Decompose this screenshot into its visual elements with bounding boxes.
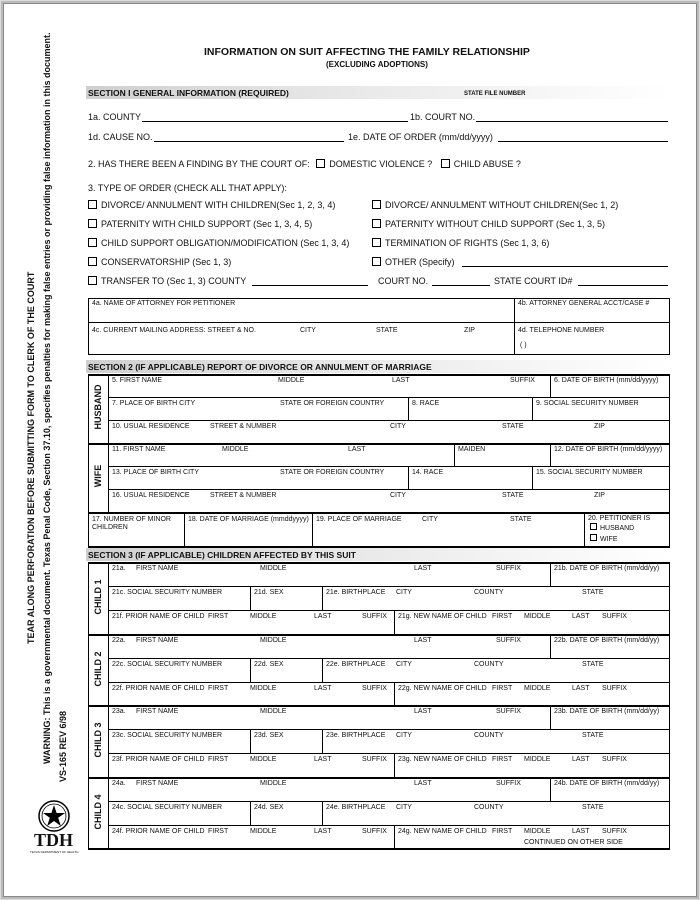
child-prior-suffix: SUFFIX xyxy=(362,684,387,692)
h-pob-state-label: STATE OR FOREIGN COUNTRY xyxy=(280,400,385,407)
child-state-label: STATE xyxy=(582,660,604,668)
rule xyxy=(184,512,185,546)
child-first-num: 24a. xyxy=(112,779,126,787)
w-last-label: LAST xyxy=(348,446,366,453)
husband-label: HUSBAND xyxy=(93,384,103,430)
child-1-label: CHILD 1 xyxy=(93,579,103,615)
petitioner-husband[interactable] xyxy=(590,523,634,533)
h-city-label: CITY xyxy=(390,423,406,430)
child-prior-last: LAST xyxy=(314,684,332,692)
ag-case-label: 4b. ATTORNEY GENERAL ACCT/CASE # xyxy=(518,300,650,307)
rule xyxy=(669,562,670,634)
rule xyxy=(394,825,395,849)
child-prior-middle: MIDDLE xyxy=(250,613,277,620)
child-suffix-label: SUFFIX xyxy=(496,779,521,787)
child-county-label: COUNTY xyxy=(474,589,504,596)
child-new-last: LAST xyxy=(572,827,590,835)
opt-paternity-with[interactable] xyxy=(88,219,312,229)
rule xyxy=(550,443,551,466)
mailing-zip-label: ZIP xyxy=(464,327,475,334)
h-state-label: STATE xyxy=(502,423,524,430)
rule xyxy=(88,374,89,546)
rule xyxy=(669,634,670,706)
checkbox-icon[interactable] xyxy=(372,200,381,209)
child-last-label: LAST xyxy=(414,708,432,715)
child-prior-suffix: SUFFIX xyxy=(362,756,387,763)
w-city-label: CITY xyxy=(390,492,406,499)
child-new-first: FIRST xyxy=(492,756,513,763)
child-last-label: LAST xyxy=(414,565,432,572)
warning-label: WARNING: xyxy=(42,717,52,764)
marriage-city-label: CITY xyxy=(422,516,438,523)
child-ssn-label: 21c. SOCIAL SECURITY NUMBER xyxy=(112,589,223,596)
rule xyxy=(550,634,551,658)
rule xyxy=(394,753,395,777)
checkbox-icon[interactable] xyxy=(590,534,597,541)
checkbox-icon[interactable] xyxy=(88,200,97,209)
child-city-label: CITY xyxy=(396,803,412,811)
rule xyxy=(88,298,89,354)
child-4-label: CHILD 4 xyxy=(93,794,103,830)
child-first-label: FIRST NAME xyxy=(136,779,179,787)
child-prior-first: FIRST xyxy=(208,827,229,835)
w-ssn-label: 15. SOCIAL SECURITY NUMBER xyxy=(536,469,643,476)
rule xyxy=(88,777,670,779)
child-new-first: FIRST xyxy=(492,684,513,692)
child-ssn-label: 24c. SOCIAL SECURITY NUMBER xyxy=(112,803,223,811)
child-last-label: LAST xyxy=(414,636,432,644)
rule xyxy=(88,322,670,323)
h-first-label: 5. FIRST NAME xyxy=(112,377,163,384)
opt-conservatorship[interactable] xyxy=(88,257,231,267)
child-ssn-label: 22c. SOCIAL SECURITY NUMBER xyxy=(112,660,223,668)
petitioner-label: 20. PETITIONER IS xyxy=(588,515,651,522)
child-new-last: LAST xyxy=(572,684,590,692)
checkbox-icon[interactable] xyxy=(372,257,381,266)
rule xyxy=(88,705,670,707)
petitioner-wife-label: WIFE xyxy=(600,536,618,543)
state-file-number: STATE FILE NUMBER xyxy=(464,91,526,97)
rule xyxy=(454,443,455,466)
child-middle-label: MIDDLE xyxy=(260,565,287,572)
rule xyxy=(408,466,409,489)
child-prior-first: FIRST xyxy=(208,613,229,620)
child-new-middle: MIDDLE xyxy=(524,684,551,692)
child-first-label: FIRST NAME xyxy=(136,708,179,715)
rule xyxy=(88,443,670,445)
h-dob-label: 6. DATE OF BIRTH (mm/dd/yyyy) xyxy=(554,377,659,384)
rule xyxy=(108,466,670,467)
rule xyxy=(250,729,251,753)
opt-divorce-without-label: DIVORCE/ ANNULMENT WITHOUT CHILDREN(Sec 1, 2) xyxy=(385,200,619,210)
cause-no-field[interactable] xyxy=(154,141,344,142)
child-prior-label: 22f. PRIOR NAME OF CHILD xyxy=(112,684,205,692)
county-label: 1a. COUNTY xyxy=(88,112,142,122)
warning-text xyxy=(42,32,52,764)
state-court-field[interactable] xyxy=(578,285,668,286)
checkbox-icon[interactable] xyxy=(590,523,597,530)
child-new-middle: MIDDLE xyxy=(524,827,551,835)
opt-other[interactable] xyxy=(372,257,455,267)
section1-header: SECTION I GENERAL INFORMATION (REQUIRED) xyxy=(88,88,289,98)
rule xyxy=(550,374,551,397)
tdh-text: TDH xyxy=(34,830,74,850)
rule xyxy=(250,801,251,825)
opt-transfer[interactable] xyxy=(88,276,246,286)
child-prior-last: LAST xyxy=(314,827,332,835)
rule xyxy=(250,586,251,610)
rule xyxy=(108,825,670,826)
petitioner-husband-label: HUSBAND xyxy=(600,525,635,532)
form-id xyxy=(58,711,68,782)
w-maiden-label: MAIDEN xyxy=(458,446,486,453)
continued-note: CONTINUED ON OTHER SIDE xyxy=(524,839,623,846)
child-prior-suffix: SUFFIX xyxy=(362,613,387,620)
rule xyxy=(394,610,395,634)
rule xyxy=(322,729,323,753)
child-ssn-label: 23c. SOCIAL SECURITY NUMBER xyxy=(112,732,223,739)
h-race-label: 8. RACE xyxy=(412,400,440,407)
child-new-first: FIRST xyxy=(492,613,513,620)
child-suffix-label: SUFFIX xyxy=(496,708,521,715)
opt-termination[interactable] xyxy=(372,238,549,248)
w-race-label: 14. RACE xyxy=(412,469,444,476)
w-dob-label: 12. DATE OF BIRTH (mm/dd/yyyy) xyxy=(554,446,663,453)
rule xyxy=(394,682,395,706)
child-first-num: 21a. xyxy=(112,565,126,572)
telephone-label: 4d. TELEPHONE NUMBER xyxy=(518,327,605,334)
rule xyxy=(108,397,670,398)
court-no-label: 1b. COURT NO. xyxy=(410,112,476,122)
child-birthplace-label: 22e. BIRTHPLACE xyxy=(326,660,386,668)
rule xyxy=(108,420,670,421)
child-middle-label: MIDDLE xyxy=(260,636,287,644)
rule xyxy=(312,512,313,546)
mailing-state-label: STATE xyxy=(376,327,398,334)
child-3-label: CHILD 3 xyxy=(93,722,103,758)
rule xyxy=(322,801,323,825)
rule xyxy=(669,777,670,849)
child-new-suffix: SUFFIX xyxy=(602,827,627,835)
rule xyxy=(108,777,109,849)
telephone-area[interactable]: ( ) xyxy=(520,342,527,349)
opt-child-support-label: CHILD SUPPORT OBLIGATION/MODIFICATION (Sec 1, 3, 4) xyxy=(101,238,350,248)
rule xyxy=(108,705,109,777)
child-prior-suffix: SUFFIX xyxy=(362,827,387,835)
opt-divorce-with[interactable] xyxy=(88,200,335,210)
tdh-logo xyxy=(36,798,72,834)
h-zip-label: ZIP xyxy=(594,423,605,430)
child-county-label: COUNTY xyxy=(474,803,504,811)
h-ssn-label: 9. SOCIAL SECURITY NUMBER xyxy=(536,400,639,407)
rule xyxy=(108,729,670,730)
rule xyxy=(108,753,670,754)
child-sex-label: 24d. SEX xyxy=(254,803,284,811)
form-id-text: VS-165 REV 6/98 xyxy=(58,710,68,782)
child-dob-label: 23b. DATE OF BIRTH (mm/dd/yy) xyxy=(554,708,660,715)
rule xyxy=(669,298,670,354)
child-prior-label: 23f. PRIOR NAME OF CHILD xyxy=(112,756,205,763)
rule xyxy=(88,705,89,777)
child-prior-middle: MIDDLE xyxy=(250,756,277,763)
domestic-violence-checkbox[interactable] xyxy=(316,159,325,168)
child-first-num: 22a. xyxy=(112,636,126,644)
child-dob-label: 21b. DATE OF BIRTH (mm/dd/yy) xyxy=(554,565,660,572)
child-dob-label: 24b. DATE OF BIRTH (mm/dd/yy) xyxy=(554,779,660,787)
rule xyxy=(88,354,670,355)
rule xyxy=(108,374,109,512)
opt-child-support[interactable] xyxy=(88,238,349,248)
rule xyxy=(88,634,670,636)
child-abuse-checkbox[interactable] xyxy=(441,159,450,168)
rule xyxy=(108,610,670,611)
child-birthplace-label: 23e. BIRTHPLACE xyxy=(326,732,386,739)
checkbox-icon[interactable] xyxy=(372,219,381,228)
child-last-label: LAST xyxy=(414,779,432,787)
rule xyxy=(88,298,670,299)
w-zip-label: ZIP xyxy=(594,492,605,499)
rule xyxy=(88,562,89,634)
child-prior-last: LAST xyxy=(314,756,332,763)
child-first-num: 23a. xyxy=(112,708,126,715)
child-abuse-label: CHILD ABUSE ? xyxy=(453,159,521,169)
marriage-state-label: STATE xyxy=(510,516,532,523)
rule xyxy=(108,489,670,490)
section3-header: SECTION 3 (IF APPLICABLE) CHILDREN AFFECTED BY THIS SUIT xyxy=(88,550,356,560)
child-first-label: FIRST NAME xyxy=(136,565,179,572)
h-pob-label: 7. PLACE OF BIRTH CITY xyxy=(112,400,196,407)
child-new-label: 22g. NEW NAME OF CHILD xyxy=(398,684,487,692)
attorney-name-label: 4a. NAME OF ATTORNEY FOR PETITIONER xyxy=(92,300,236,307)
h-middle-label: MIDDLE xyxy=(278,377,305,384)
h-last-label: LAST xyxy=(392,377,410,384)
child-new-middle: MIDDLE xyxy=(524,613,551,620)
star-seal-icon xyxy=(36,798,72,834)
child-birthplace-label: 21e. BIRTHPLACE xyxy=(326,589,386,596)
child-sex-label: 23d. SEX xyxy=(254,732,284,739)
rule xyxy=(550,705,551,729)
child-new-label: 24g. NEW NAME OF CHILD xyxy=(398,827,487,835)
child-state-label: STATE xyxy=(582,732,604,739)
rule xyxy=(669,374,670,546)
transfer-county-field[interactable] xyxy=(252,285,368,286)
child-city-label: CITY xyxy=(396,589,412,596)
child-2-label: CHILD 2 xyxy=(93,651,103,687)
rule xyxy=(108,801,670,802)
opt-divorce-with-label: DIVORCE/ ANNULMENT WITH CHILDREN(Sec 1, 2, 3, 4) xyxy=(101,200,336,210)
child-prior-last: LAST xyxy=(314,613,332,620)
tear-instruction xyxy=(26,272,36,644)
opt-other-label: OTHER (Specify) xyxy=(385,257,455,267)
child-new-suffix: SUFFIX xyxy=(602,613,627,620)
child-first-label: FIRST NAME xyxy=(136,636,179,644)
h-residence-label: 10. USUAL RESIDENCE xyxy=(112,423,190,430)
rule xyxy=(88,374,670,376)
child-middle-label: MIDDLE xyxy=(260,708,287,715)
finding-question xyxy=(88,159,521,169)
mailing-city-label: CITY xyxy=(300,327,316,334)
opt-transfer-label: TRANSFER TO (Sec 1, 3) COUNTY xyxy=(101,276,247,286)
rule xyxy=(108,658,670,659)
child-sex-label: 22d. SEX xyxy=(254,660,284,668)
child-new-middle: MIDDLE xyxy=(524,756,551,763)
petitioner-wife[interactable] xyxy=(590,534,618,544)
h-street-label: STREET & NUMBER xyxy=(210,423,277,430)
transfer-court-field[interactable] xyxy=(432,285,490,286)
rule xyxy=(408,397,409,420)
child-state-label: STATE xyxy=(582,589,604,596)
child-new-last: LAST xyxy=(572,613,590,620)
form-page xyxy=(3,3,697,897)
date-order-label: 1e. DATE OF ORDER (mm/dd/yyyy) xyxy=(348,132,493,142)
child-sex-label: 21d. SEX xyxy=(254,589,284,596)
child-new-suffix: SUFFIX xyxy=(602,684,627,692)
date-order-field[interactable] xyxy=(498,141,668,142)
child-prior-label: 21f. PRIOR NAME OF CHILD xyxy=(112,613,205,620)
child-new-last: LAST xyxy=(572,756,590,763)
child-new-label: 23g. NEW NAME OF CHILD xyxy=(398,756,487,763)
rule xyxy=(550,562,551,586)
rule xyxy=(250,658,251,682)
mailing-address-label: 4c. CURRENT MAILING ADDRESS: STREET & NO. xyxy=(92,327,256,334)
child-suffix-label: SUFFIX xyxy=(496,636,521,644)
tear-text: TEAR ALONG PERFORATION BEFORE SUBMITTING FORM TO CLERK OF THE COURT xyxy=(26,271,36,644)
warning-body: This is a governmental document. Texas Penal Code, Section 37.10, specifies penalties for making false entries or providing false information in this document. xyxy=(42,32,52,718)
checkbox-icon[interactable] xyxy=(88,238,97,247)
w-pob-label: 13. PLACE OF BIRTH CITY xyxy=(112,469,200,476)
rule xyxy=(322,586,323,610)
marriage-date-label: 18. DATE OF MARRIAGE (mmddyyyy) xyxy=(188,516,309,523)
child-city-label: CITY xyxy=(396,732,412,739)
opt-divorce-without[interactable] xyxy=(372,200,618,210)
other-specify-field[interactable] xyxy=(462,266,668,267)
rule xyxy=(108,682,670,683)
child-prior-first: FIRST xyxy=(208,756,229,763)
checkbox-icon[interactable] xyxy=(88,257,97,266)
w-first-label: 11. FIRST NAME xyxy=(112,446,166,453)
child-prior-middle: MIDDLE xyxy=(250,684,277,692)
w-street-label: STREET & NUMBER xyxy=(210,492,277,499)
opt-termination-label: TERMINATION OF RIGHTS (Sec 1, 3, 6) xyxy=(385,238,550,248)
child-state-label: STATE xyxy=(582,803,604,811)
w-pob-state-label: STATE OR FOREIGN COUNTRY xyxy=(280,469,385,476)
rule xyxy=(88,634,89,706)
child-middle-label: MIDDLE xyxy=(260,779,287,787)
rule xyxy=(108,586,670,587)
child-birthplace-label: 24e. BIRTHPLACE xyxy=(326,803,386,811)
child-dob-label: 22b. DATE OF BIRTH (mm/dd/yy) xyxy=(554,636,660,644)
h-suffix-label: SUFFIX xyxy=(510,377,535,384)
rule xyxy=(532,466,533,489)
domestic-violence-label: DOMESTIC VIOLENCE ? xyxy=(329,159,433,169)
rule xyxy=(584,512,585,546)
rule xyxy=(514,298,515,354)
w-middle-label: MIDDLE xyxy=(222,446,249,453)
child-new-suffix: SUFFIX xyxy=(602,756,627,763)
child-new-label: 21g. NEW NAME OF CHILD xyxy=(398,613,487,620)
w-state-label: STATE xyxy=(502,492,524,499)
rule xyxy=(108,634,109,706)
checkbox-icon[interactable] xyxy=(88,219,97,228)
child-prior-first: FIRST xyxy=(208,684,229,692)
rule xyxy=(88,562,670,564)
child-city-label: CITY xyxy=(396,660,412,668)
opt-paternity-without[interactable] xyxy=(372,219,605,229)
opt-paternity-without-label: PATERNITY WITHOUT CHILD SUPPORT (Sec 1, 3, 5) xyxy=(385,219,606,229)
tdh-subtext: TEXAS DEPARTMENT OF HEALTH xyxy=(30,850,79,854)
cause-no-label: 1d. CAUSE NO. xyxy=(88,132,153,142)
rule xyxy=(88,848,670,850)
county-field[interactable] xyxy=(142,121,408,122)
rule xyxy=(108,562,109,634)
court-no-field[interactable] xyxy=(476,121,668,122)
child-prior-middle: MIDDLE xyxy=(250,827,277,835)
form-title: INFORMATION ON SUIT AFFECTING THE FAMILY RELATIONSHIP xyxy=(204,46,530,58)
checkbox-icon[interactable] xyxy=(88,276,97,285)
rule xyxy=(550,777,551,801)
minor-children-label: 17. NUMBER OF MINOR CHILDREN xyxy=(92,516,171,531)
child-prior-label: 24f. PRIOR NAME OF CHILD xyxy=(112,827,205,835)
type-order-question: 3. TYPE OF ORDER (CHECK ALL THAT APPLY): xyxy=(88,183,287,193)
child-new-first: FIRST xyxy=(492,827,513,835)
w-residence-label: 16. USUAL RESIDENCE xyxy=(112,492,190,499)
rule xyxy=(669,705,670,777)
section2-header: SECTION 2 (IF APPLICABLE) REPORT OF DIVORCE OR ANNULMENT OF MARRIAGE xyxy=(88,362,432,372)
rule xyxy=(88,777,89,849)
wife-label: WIFE xyxy=(93,464,103,488)
child-suffix-label: SUFFIX xyxy=(496,565,521,572)
checkbox-icon[interactable] xyxy=(372,238,381,247)
rule xyxy=(88,512,670,514)
state-court-label: STATE COURT ID# xyxy=(494,276,573,286)
form-subtitle: (EXCLUDING ADOPTIONS) xyxy=(326,60,428,69)
rule xyxy=(322,658,323,682)
child-county-label: COUNTY xyxy=(474,732,504,739)
finding-question-text: 2. HAS THERE BEEN A FINDING BY THE COURT OF: xyxy=(88,159,310,169)
marriage-place-label: 19. PLACE OF MARRIAGE xyxy=(316,516,402,523)
opt-conservatorship-label: CONSERVATORSHIP (Sec 1, 3) xyxy=(101,257,232,267)
rule xyxy=(532,397,533,420)
opt-paternity-with-label: PATERNITY WITH CHILD SUPPORT (Sec 1, 3, 4, 5) xyxy=(101,219,313,229)
child-county-label: COUNTY xyxy=(474,660,504,668)
transfer-court-label: COURT NO. xyxy=(378,276,429,286)
